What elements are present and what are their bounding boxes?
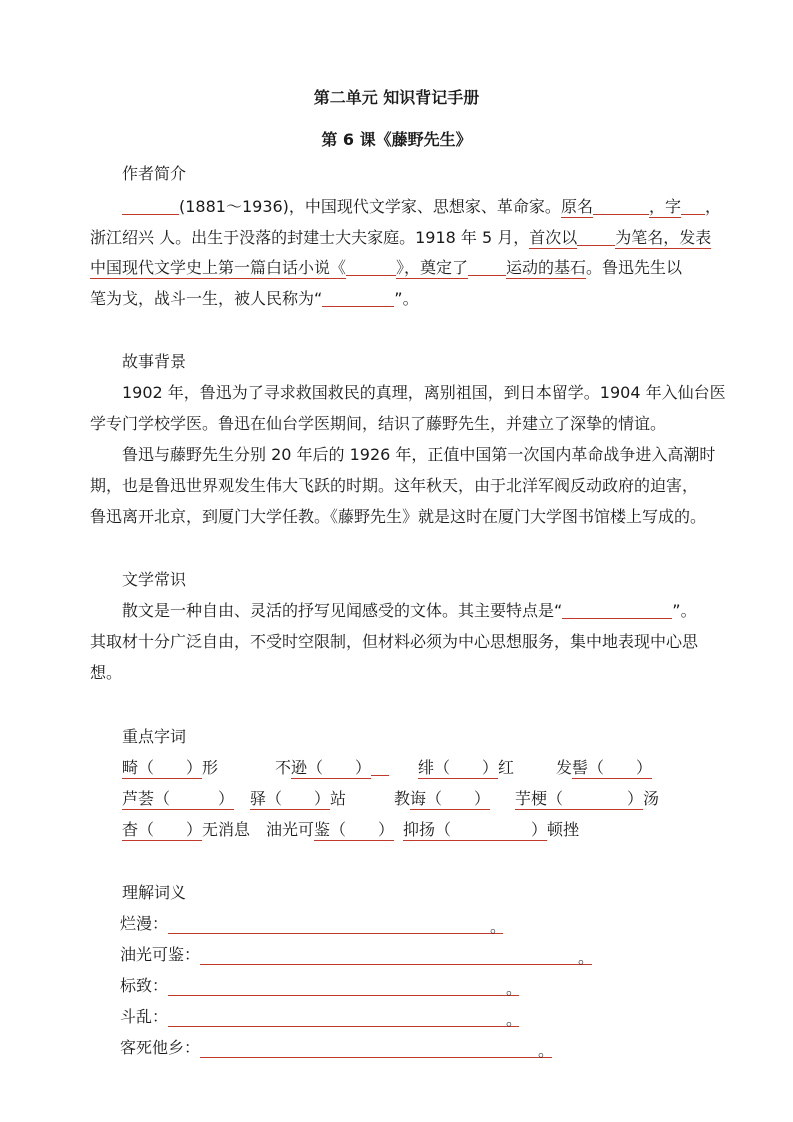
meaning-answer-blank[interactable]: 。 (168, 1008, 519, 1027)
vocab-item-yi-yang-dun-cuo: 抑扬（ ）顿挫 (403, 820, 580, 839)
meaning-answer-blank[interactable]: 。 (200, 946, 592, 965)
author-line-1: (1881～1936)，中国现代文学家、思想家、革命家。原名 ，字 ， (90, 195, 710, 219)
author-line-4: 笔为戈，战斗一生，被人民称为“ ”。 (90, 289, 419, 308)
meaning-item-lan-man: 烂漫： 。 (120, 914, 507, 936)
vocab-underline-extension (371, 757, 389, 776)
unit-title: 第二单元 知识背记手册 (313, 88, 480, 107)
meaning-item-you-guang-ke-jian: 油光可鉴： 。 (120, 945, 595, 967)
background-p2-line-2: 期，也是鲁迅世界观发生伟大飞跃的时期。这年秋天，由于北洋军阀反动政府的迫害， (90, 476, 699, 495)
original-name-blank[interactable] (593, 196, 649, 215)
meaning-heading: 理解词义 (122, 883, 187, 902)
background-p2-line-3: 鲁迅离开北京，到厦门大学任教。《藤野先生》就是这时在厦门大学图书馆楼上写成的。 (90, 507, 707, 526)
vocab-item-ji-xing: 畸（ ）形 (122, 758, 219, 777)
background-p1-line-2: 学专门学校学医。鲁迅在仙台学医期间，结识了藤野先生，并建立了深挚的情谊。 (90, 414, 667, 433)
literature-line-1: 散文是一种自由、灵活的抒写见闻感受的文体。其主要特点是“ ”。 (122, 601, 697, 620)
author-heading: 作者简介 (122, 164, 187, 183)
vocab-heading: 重点字词 (122, 727, 187, 746)
background-p2-line-1: 鲁迅与藤野先生分别 20 年后的 1926 年，正值中国第一次国内革命战争进入高潮时 (122, 445, 716, 464)
lesson-title: 第 6 课《藤野先生》 (321, 130, 472, 149)
prose-feature-blank[interactable] (562, 600, 672, 619)
meaning-item-biao-zhi: 标致： 。 (120, 976, 523, 998)
honorific-blank[interactable] (322, 288, 394, 307)
vocab-item-you-guang-ke-jian: 油光可鉴（ ） (266, 820, 395, 839)
pen-name-blank[interactable] (577, 227, 615, 246)
vocab-item-bu-xun: 不逊（ ） (275, 756, 389, 780)
vocab-item-yao-wu-xiao-xi: 杳（ ）无消息 (122, 820, 251, 839)
vocab-item-fa-ji: 发髻（ ） (556, 758, 653, 777)
background-p1-line-1: 1902 年，鲁迅为了寻求救国救民的真理，离别祖国，到日本留学。1904 年入仙台医 (122, 383, 726, 402)
meaning-answer-blank[interactable]: 。 (200, 1039, 552, 1058)
vocab-item-yi-zhan: 驿（ ）站 (250, 789, 347, 808)
author-line-3: 中国现代文学史上第一篇白话小说《 》，奠定了 运动的基石。鲁迅先生以 (90, 258, 683, 277)
courtesy-name-blank[interactable] (681, 196, 705, 215)
meaning-answer-blank[interactable]: 。 (168, 915, 503, 934)
vocab-item-lu-hui: 芦荟（ ） (122, 789, 235, 808)
vocab-item-fei-hong: 绯（ ）红 (418, 758, 515, 777)
author-name-blank[interactable] (122, 196, 179, 215)
meaning-item-ke-si-ta-xiang: 客死他乡： 。 (120, 1038, 555, 1060)
novel-title-blank[interactable] (346, 257, 396, 276)
author-line-2: 浙江绍兴 人。出生于没落的封建士大夫家庭。1918 年 5 月，首次以 为笔名，发表 (90, 228, 712, 247)
literature-heading: 文学常识 (122, 570, 187, 589)
meaning-answer-blank[interactable]: 。 (168, 977, 519, 996)
vocab-item-yu-geng-tang: 芋梗（ ）汤 (515, 789, 660, 808)
literature-line-3: 想。 (90, 663, 123, 682)
literature-line-2: 其取材十分广泛自由，不受时空限制，但材料必须为中心思想服务，集中地表现中心思 (90, 632, 699, 651)
meaning-item-dou-luan: 斗乱： 。 (120, 1007, 523, 1029)
background-heading: 故事背景 (122, 352, 187, 371)
movement-blank[interactable] (468, 257, 506, 276)
vocab-item-jiao-hui: 教诲（ ） (394, 789, 491, 808)
